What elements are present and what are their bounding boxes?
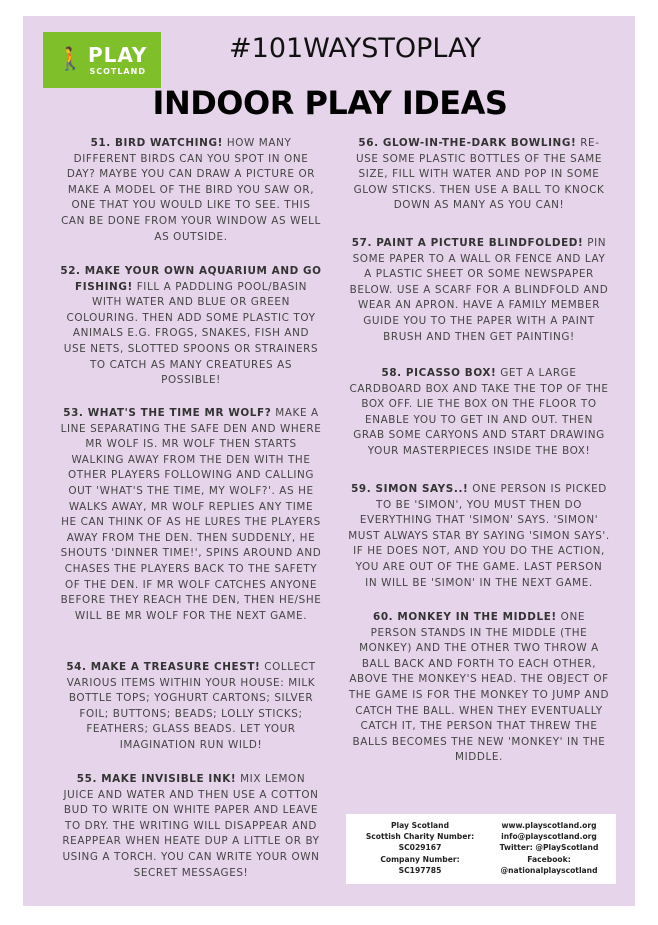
idea-title: 59. SIMON SAYS..! [351,483,469,495]
contact-details [486,820,612,876]
org-details [356,820,484,876]
page-title: INDOOR PLAY IDEAS [152,84,508,122]
charity-number-label: Scottish Charity Number: [365,832,475,842]
idea-54 [60,660,322,754]
facebook-label: Facebook: [527,854,571,864]
facebook-handle[interactable]: @nationalplayscotland [500,865,598,875]
idea-body: ONE PERSON STANDS IN THE MIDDLE (THE MONKEY) AND THE OTHER TWO THROW A BALL BACK AND FORTH TO EACH OTHER, ABOVE THE MONKEY'S HEAD. THE OBJECT OF THE GAME IS FOR THE MONKEY TO JUMP AND CATCH THE BALL. WHEN THEY EVENTUALLY CATCH IT, THE PERSON THAT THREW THE BALLS BECOMES THE NEW 'MONKEY' IN THE MIDDLE. [348,611,610,764]
idea-57 [348,236,610,345]
play-scotland-logo [43,32,161,88]
idea-title: 52. MAKE YOUR OWN AQUARIUM AND GO FISHING! [60,265,322,293]
idea-body: MAKE A LINE SEPARATING THE SAFE DEN AND WHERE MR WOLF IS. MR WOLF THEN STARTS WALKING AWAY FROM THE DEN WITH THE OTHER PLAYERS FOLLOWING AND CALLING OUT 'WHAT'S THE TIME, MY WOLF?'. AS HE WALKS AWAY, MR WOLF REPLIES ANY TIME HE CAN THINK OF AS HE LURES THE PLAYERS AWAY FROM THE DEN. THEN SUDDENLY, HE SHOUTS 'DINNER TIME!', SPINS AROUND AND CHASES THE PLAYERS BACK TO THE SAFETY OF THE DEN. IF MR WOLF CATCHES ANYONE BEFORE THEY REACH THE DEN, THEN HE/SHE WILL BE MR WOLF FOR THE NEXT GAME. [60,407,322,622]
logo-sub-text: SCOTLAND [89,66,146,76]
company-number: SC197785 [398,865,442,875]
idea-51 [60,136,322,245]
idea-body: PIN SOME PAPER TO A WALL OR FENCE AND LAY A PLASTIC SHEET OR SOME NEWSPAPER BELOW. USE A SCARF FOR A BLINDFOLD AND WEAR AN APRON. HAVE A FAMILY MEMBER GUIDE YOU TO THE PAPER WITH A PAINT BRUSH AND THEN GET PAINTING! [349,237,609,343]
idea-title: 51. BIRD WATCHING! [90,137,223,149]
idea-60 [348,610,610,766]
idea-title: 54. MAKE A TREASURE CHEST! [66,661,261,673]
email-link[interactable]: info@playscotland.org [501,832,597,842]
twitter-handle[interactable]: Twitter: @PlayScotland [499,843,599,853]
org-name: Play Scotland [390,821,450,830]
idea-body: COLLECT VARIOUS ITEMS WITHIN YOUR HOUSE: MILK BOTTLE TOPS; YOGHURT CARTONS; SILVER FOIL; BUTTONS; BEADS; LOLLY STICKS; FEATHERS; GLASS BEADS. LET YOUR IMAGINATION RUN WILD! [66,661,316,751]
logo-main-text: PLAY [87,42,148,67]
hashtag-heading: #101WAYSTOPLAY [229,33,481,64]
website-link[interactable]: www.playscotland.org [501,821,597,830]
idea-title: 60. MONKEY IN THE MIDDLE! [372,611,557,623]
idea-title: 57. PAINT A PICTURE BLINDFOLDED! [351,237,584,249]
idea-52 [60,264,322,389]
idea-56 [348,136,610,214]
idea-55 [60,772,322,881]
idea-title: 58. PICASSO BOX! [381,367,497,379]
idea-body: ONE PERSON IS PICKED TO BE 'SIMON', YOU MUST THEN DO EVERYTHING THAT 'SIMON' SAYS. 'SIMON' MUST ALWAYS STAR BY SAYING 'SIMON SAYS'. IF HE DOES NOT, AND YOU DO THE ACTION, YOU ARE OUT OF THE GAME. LAST PERSON IN WILL BE 'SIMON' IN THE NEXT GAME. [348,483,610,589]
idea-title: 56. GLOW-IN-THE-DARK BOWLING! [358,137,577,149]
person-icon: 🚶 [56,47,84,72]
charity-number: SC029167 [398,843,442,853]
idea-58 [348,366,610,460]
idea-53 [60,406,322,624]
idea-title: 53. WHAT'S THE TIME MR WOLF? [63,407,272,419]
idea-body: RE-USE SOME PLASTIC BOTTLES OF THE SAME SIZE, FILL WITH WATER AND POP IN SOME GLOW STICKS. THEN USE A BALL TO KNOCK DOWN AS MANY AS YOU CAN! [353,137,605,212]
idea-59 [348,482,610,591]
idea-body: MIX LEMON JUICE AND WATER AND THEN USE A COTTON BUD TO WRITE ON WHITE PAPER AND LEAVE TO DRY. THE WRITING WILL DISAPPEAR AND REAPPEAR WHEN HEATE DUP A LITTLE OR BY USING A TORCH. YOU CAN WRITE YOUR OWN SECRET MESSAGES! [62,773,320,879]
idea-body: GET A LARGE CARDBOARD BOX AND TAKE THE TOP OF THE BOX OFF. LIE THE BOX ON THE FLOOR TO ENABLE YOU TO GET IN AND OUT. THEN GRAB SOME CARYONS AND START DRAWING YOUR MASTERPIECES INSIDE THE BOX! [349,367,609,457]
idea-title: 55. MAKE INVISIBLE INK! [76,773,237,785]
company-number-label: Company Number: [380,854,460,864]
idea-body: FILL A PADDLING POOL/BASIN WITH WATER AND BLUE OR GREEN COLOURING. THEN ADD SOME PLASTIC TOY ANIMALS E.G. FROGS, SNAKES, FISH AND USE NETS, SLOTTED SPOONS OR STRAINERS TO CATCH AS MANY CREATURES AS POSSIBLE! [63,280,319,387]
idea-body: HOW MANY DIFFERENT BIRDS CAN YOU SPOT IN ONE DAY? MAYBE YOU CAN DRAW A PICTURE OR MAKE A MODEL OF THE BIRD YOU SAW OR, ONE THAT YOU WOULD LIKE TO SEE. THIS CAN BE DONE FROM YOUR WINDOW AS WELL AS OUTSIDE. [61,137,321,243]
contact-box [346,814,616,884]
